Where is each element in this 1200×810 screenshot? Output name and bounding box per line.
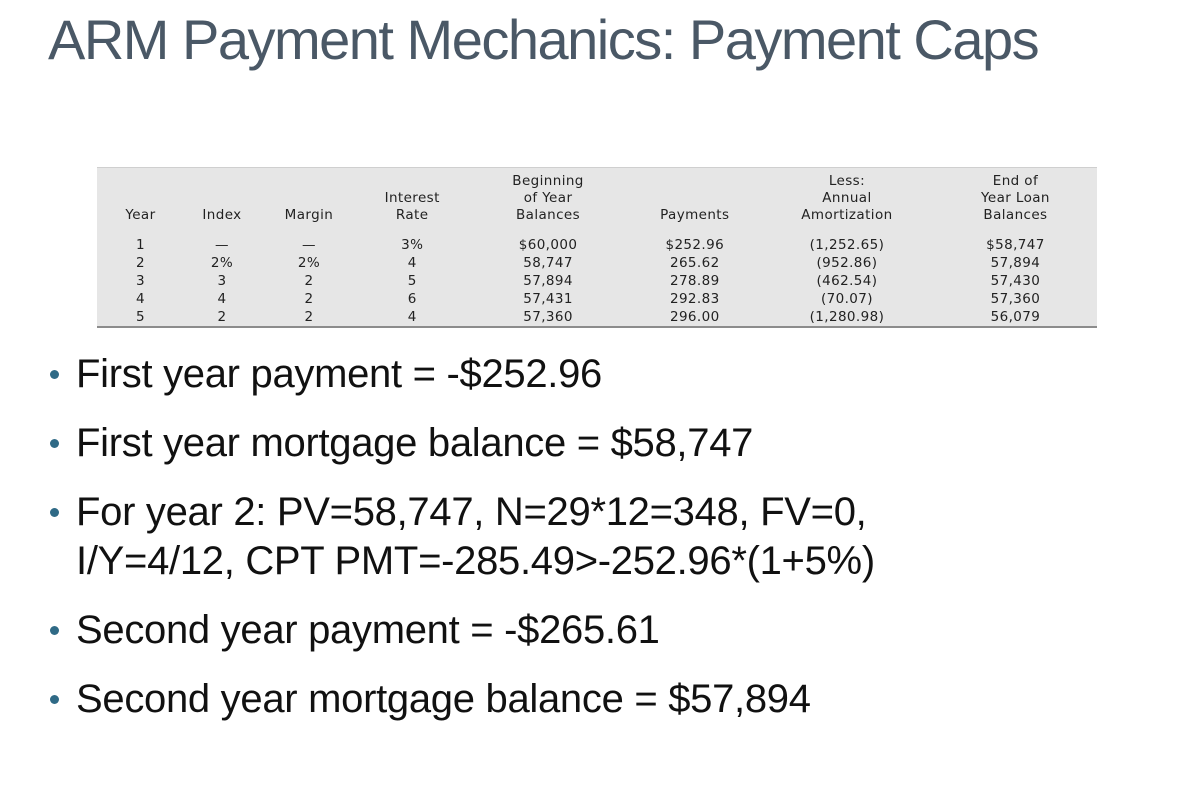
payment-caps-table	[97, 167, 1097, 328]
cell-payment: 296.00	[669, 309, 720, 325]
cell-amortization: (952.86)	[816, 255, 878, 271]
table-header-row	[97, 168, 1097, 230]
cell-payment: 292.83	[669, 291, 720, 307]
bullet-item	[48, 606, 1168, 655]
table-row	[97, 290, 1097, 308]
cell-margin: 2%	[297, 255, 321, 271]
bullet-item	[48, 675, 1168, 724]
header-interest-rate: Interest Rate	[384, 190, 440, 223]
cell-rate: 3%	[401, 237, 424, 253]
cell-index: 2%	[210, 255, 234, 271]
bullet-dot-icon	[50, 439, 59, 448]
table-row	[97, 230, 1097, 254]
cell-amortization: (462.54)	[816, 273, 878, 289]
cell-year: 3	[135, 273, 145, 289]
bullet-dot-icon	[50, 695, 59, 704]
cell-beginning: 57,894	[523, 273, 573, 289]
cell-amortization: (1,252.65)	[809, 237, 885, 253]
cell-beginning: 58,747	[523, 255, 573, 271]
cell-index: 4	[217, 291, 227, 307]
cell-year: 5	[135, 309, 145, 325]
bullet-item	[48, 350, 1168, 399]
cell-payment: $252.96	[665, 237, 725, 253]
cell-index: —	[215, 237, 229, 253]
header-margin: Margin	[284, 207, 334, 223]
bullet-text: First year payment = -$252.96	[76, 352, 603, 396]
bullet-dot-icon	[50, 626, 59, 635]
cell-year: 4	[135, 291, 145, 307]
cell-margin: 2	[304, 273, 314, 289]
bullet-dot-icon	[50, 370, 59, 379]
bullet-text-line-2: I/Y=4/12, CPT PMT=-285.49>-252.96*(1+5%)	[76, 539, 875, 583]
table-row	[97, 308, 1097, 326]
cell-rate: 4	[407, 255, 417, 271]
cell-year: 2	[135, 255, 145, 271]
bullet-item	[48, 488, 1168, 586]
bullet-text-line-1: For year 2: PV=58,747, N=29*12=348, FV=0,	[76, 490, 867, 534]
cell-beginning: $60,000	[518, 237, 578, 253]
data-table	[97, 168, 1097, 326]
cell-beginning: 57,431	[523, 291, 573, 307]
cell-rate: 4	[407, 309, 417, 325]
cell-index: 2	[217, 309, 227, 325]
cell-amortization: (70.07)	[820, 291, 873, 307]
bullet-text: Second year mortgage balance = $57,894	[76, 677, 811, 721]
cell-ending: 56,079	[990, 309, 1041, 325]
bullet-text: Second year payment = -$265.61	[76, 608, 660, 652]
cell-rate: 6	[407, 291, 417, 307]
cell-rate: 5	[407, 273, 417, 289]
cell-amortization: (1,280.98)	[809, 309, 885, 325]
bullet-text: First year mortgage balance = $58,747	[76, 421, 754, 465]
slide-title: ARM Payment Mechanics: Payment Caps	[48, 8, 1039, 71]
cell-beginning: 57,360	[523, 309, 573, 325]
cell-payment: 265.62	[669, 255, 720, 271]
cell-ending: $58,747	[986, 237, 1045, 253]
cell-margin: 2	[304, 291, 314, 307]
header-year: Year	[125, 207, 156, 223]
table-row	[97, 254, 1097, 272]
bullet-list	[48, 350, 1168, 744]
bullet-item	[48, 419, 1168, 468]
cell-payment: 278.89	[669, 273, 720, 289]
header-payments: Payments	[660, 207, 730, 223]
cell-margin: 2	[304, 309, 314, 325]
cell-index: 3	[217, 273, 227, 289]
cell-ending: 57,430	[990, 273, 1041, 289]
header-amortization: Less: Annual Amortization	[801, 173, 893, 223]
cell-margin: —	[301, 237, 316, 253]
header-beginning-balances: Beginning of Year Balances	[512, 173, 584, 223]
cell-ending: 57,894	[990, 255, 1041, 271]
table-row	[97, 272, 1097, 290]
cell-year: 1	[135, 237, 145, 253]
header-index: Index	[202, 207, 242, 223]
cell-ending: 57,360	[990, 291, 1041, 307]
bullet-dot-icon	[50, 508, 59, 517]
header-end-balances: End of Year Loan Balances	[981, 173, 1050, 223]
